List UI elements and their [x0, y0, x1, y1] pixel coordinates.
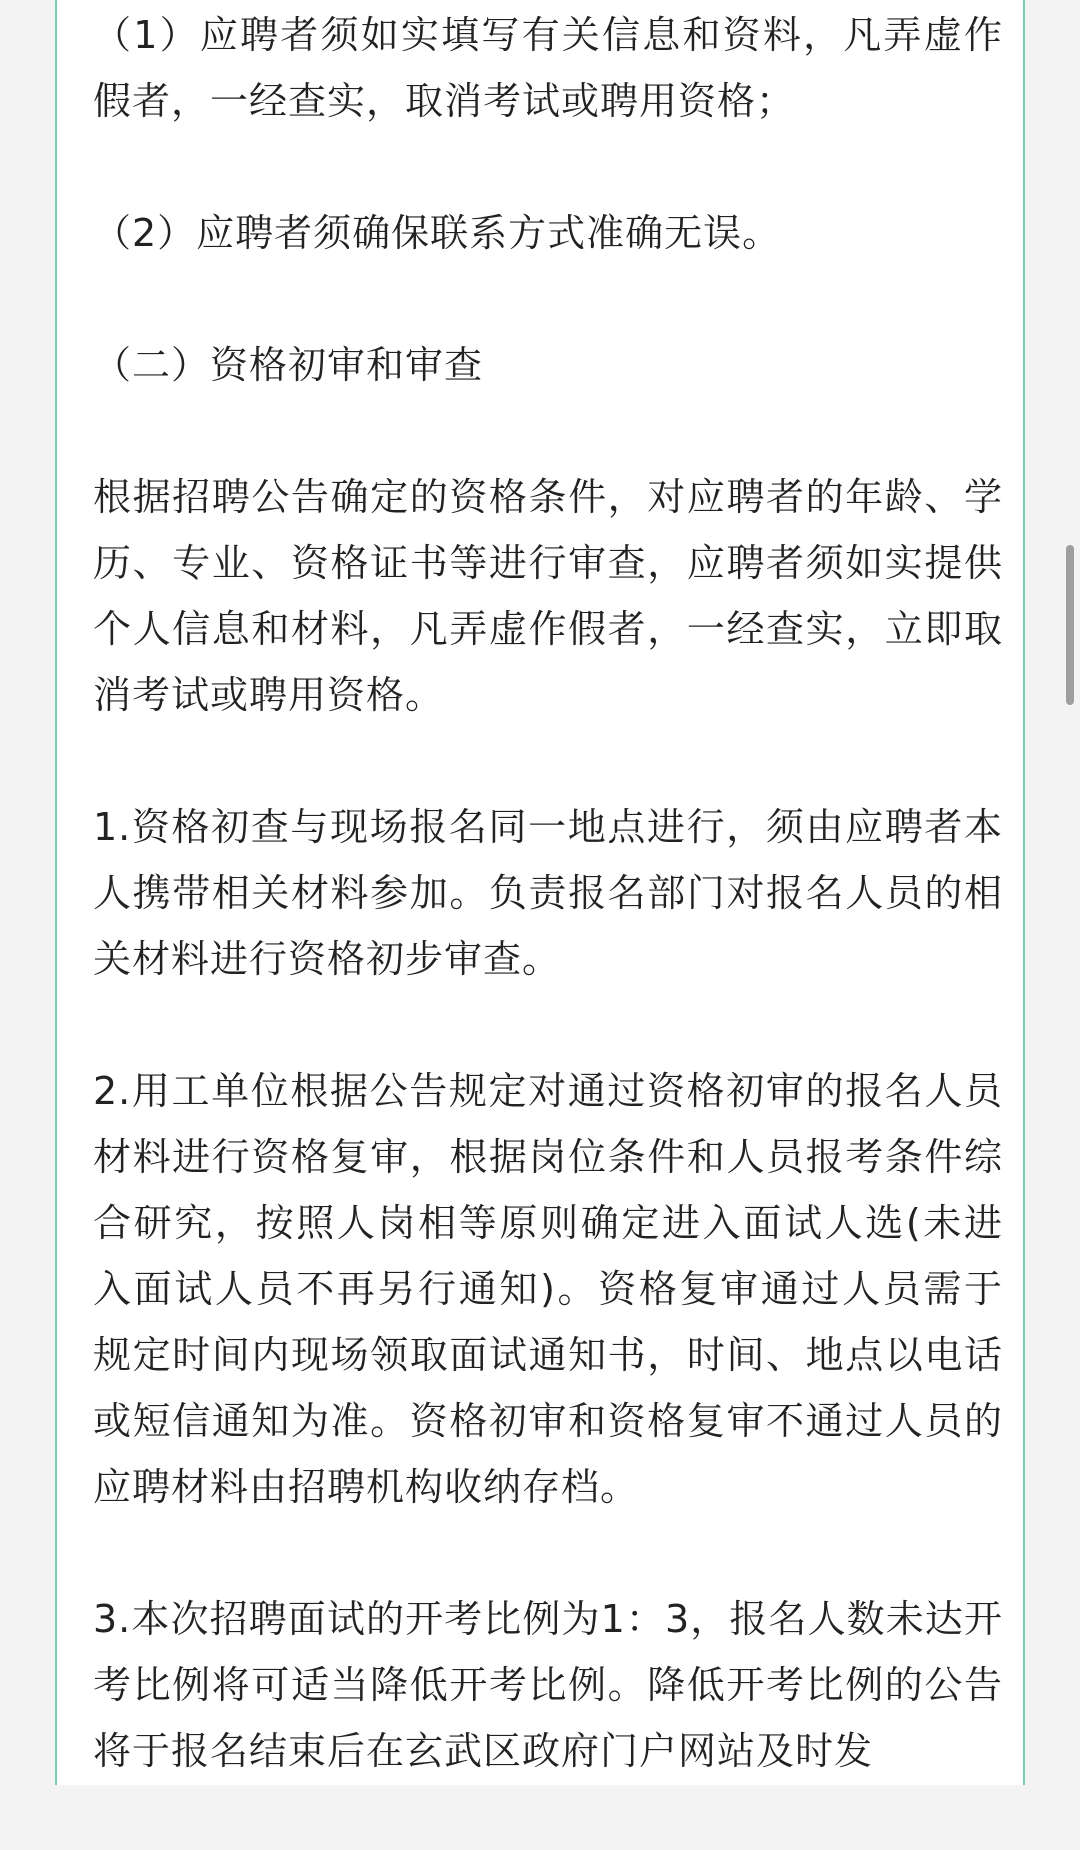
paragraph-5: 2.用工单位根据公告规定对通过资格初审的报名人员材料进行资格复审，根据岗位条件和人员报考条件综合研究，按照人岗相等原则确定进入面试人选(未进入面试人员不再另行通知)。资格复审通过人员需于规定时间内现场领取面试通知书，时间、地点以电话或短信通知为准。资格初审和资格复审不通过人员的应聘材料由招聘机构收纳存档。 [93, 1069, 1003, 1509]
article-content [93, 2, 1003, 1850]
paragraph-4: 1.资格初查与现场报名同一地点进行，须由应聘者本人携带相关材料参加。负责报名部门对报名人员的相关材料进行资格初步审查。 [93, 805, 1003, 981]
paragraph-3: 根据招聘公告确定的资格条件，对应聘者的年龄、学历、专业、资格证书等进行审查，应聘者须如实提供个人信息和材料，凡弄虚作假者，一经查实，立即取消考试或聘用资格。 [93, 475, 1003, 717]
scrollbar-thumb[interactable] [1066, 545, 1074, 705]
article-panel [55, 0, 1025, 1785]
paragraph-6: 3.本次招聘面试的开考比例为1：3，报名人数未达开考比例将可适当降低开考比例。降低开考比例的公告将于报名结束后在玄武区政府门户网站及时发 [93, 1597, 1003, 1773]
paragraph-1: （1）应聘者须如实填写有关信息和资料，凡弄虚作假者，一经查实，取消考试或聘用资格； [93, 13, 1003, 123]
section-heading: （二）资格初审和审查 [93, 343, 484, 387]
paragraph-2: （2）应聘者须确保联系方式准确无误。 [93, 211, 782, 255]
